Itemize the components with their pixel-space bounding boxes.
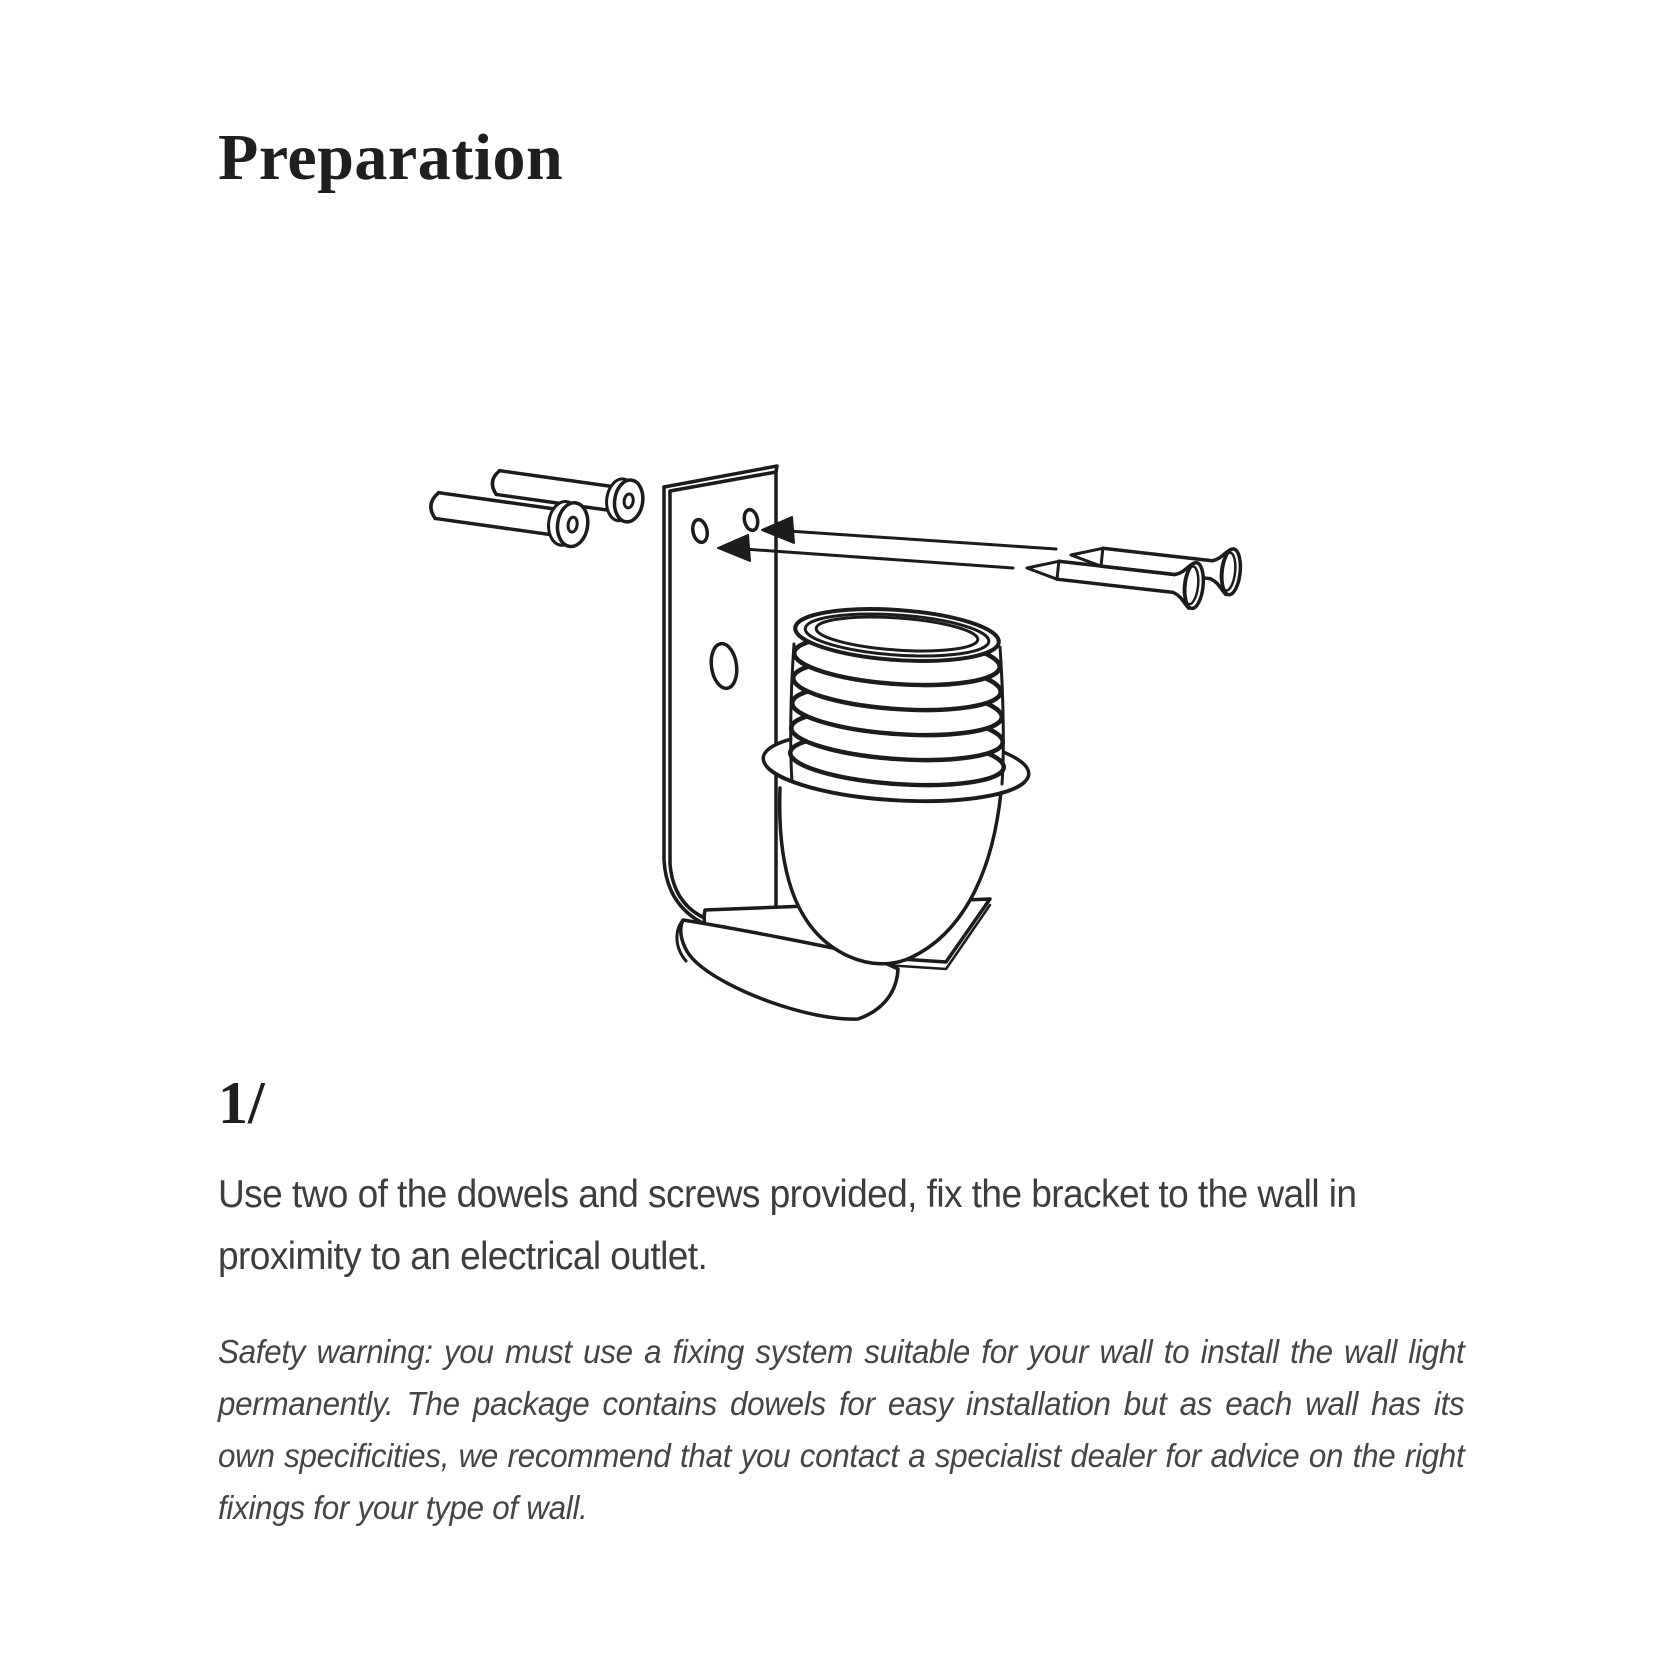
safety-warning: Safety warning: you must use a fixing system suitable for your wall to install the wall light permanently. The package contains dowels for easy installation but as each wall has its own specificities, we recommend that you contact a specialist dealer for advice on the right fixings for your type of wall. (218, 1333, 1465, 1526)
installation-diagram (400, 420, 1280, 1040)
step-number: 1/ (218, 1070, 265, 1136)
wall-dowels (428, 461, 646, 549)
mounting-screws (1025, 532, 1243, 609)
page-title: Preparation (218, 121, 564, 194)
lamp-socket (761, 603, 1031, 964)
step-instruction: Use two of the dowels and screws provided, fix the bracket to the wall in proximity to an electrical outlet. (218, 1173, 1357, 1278)
